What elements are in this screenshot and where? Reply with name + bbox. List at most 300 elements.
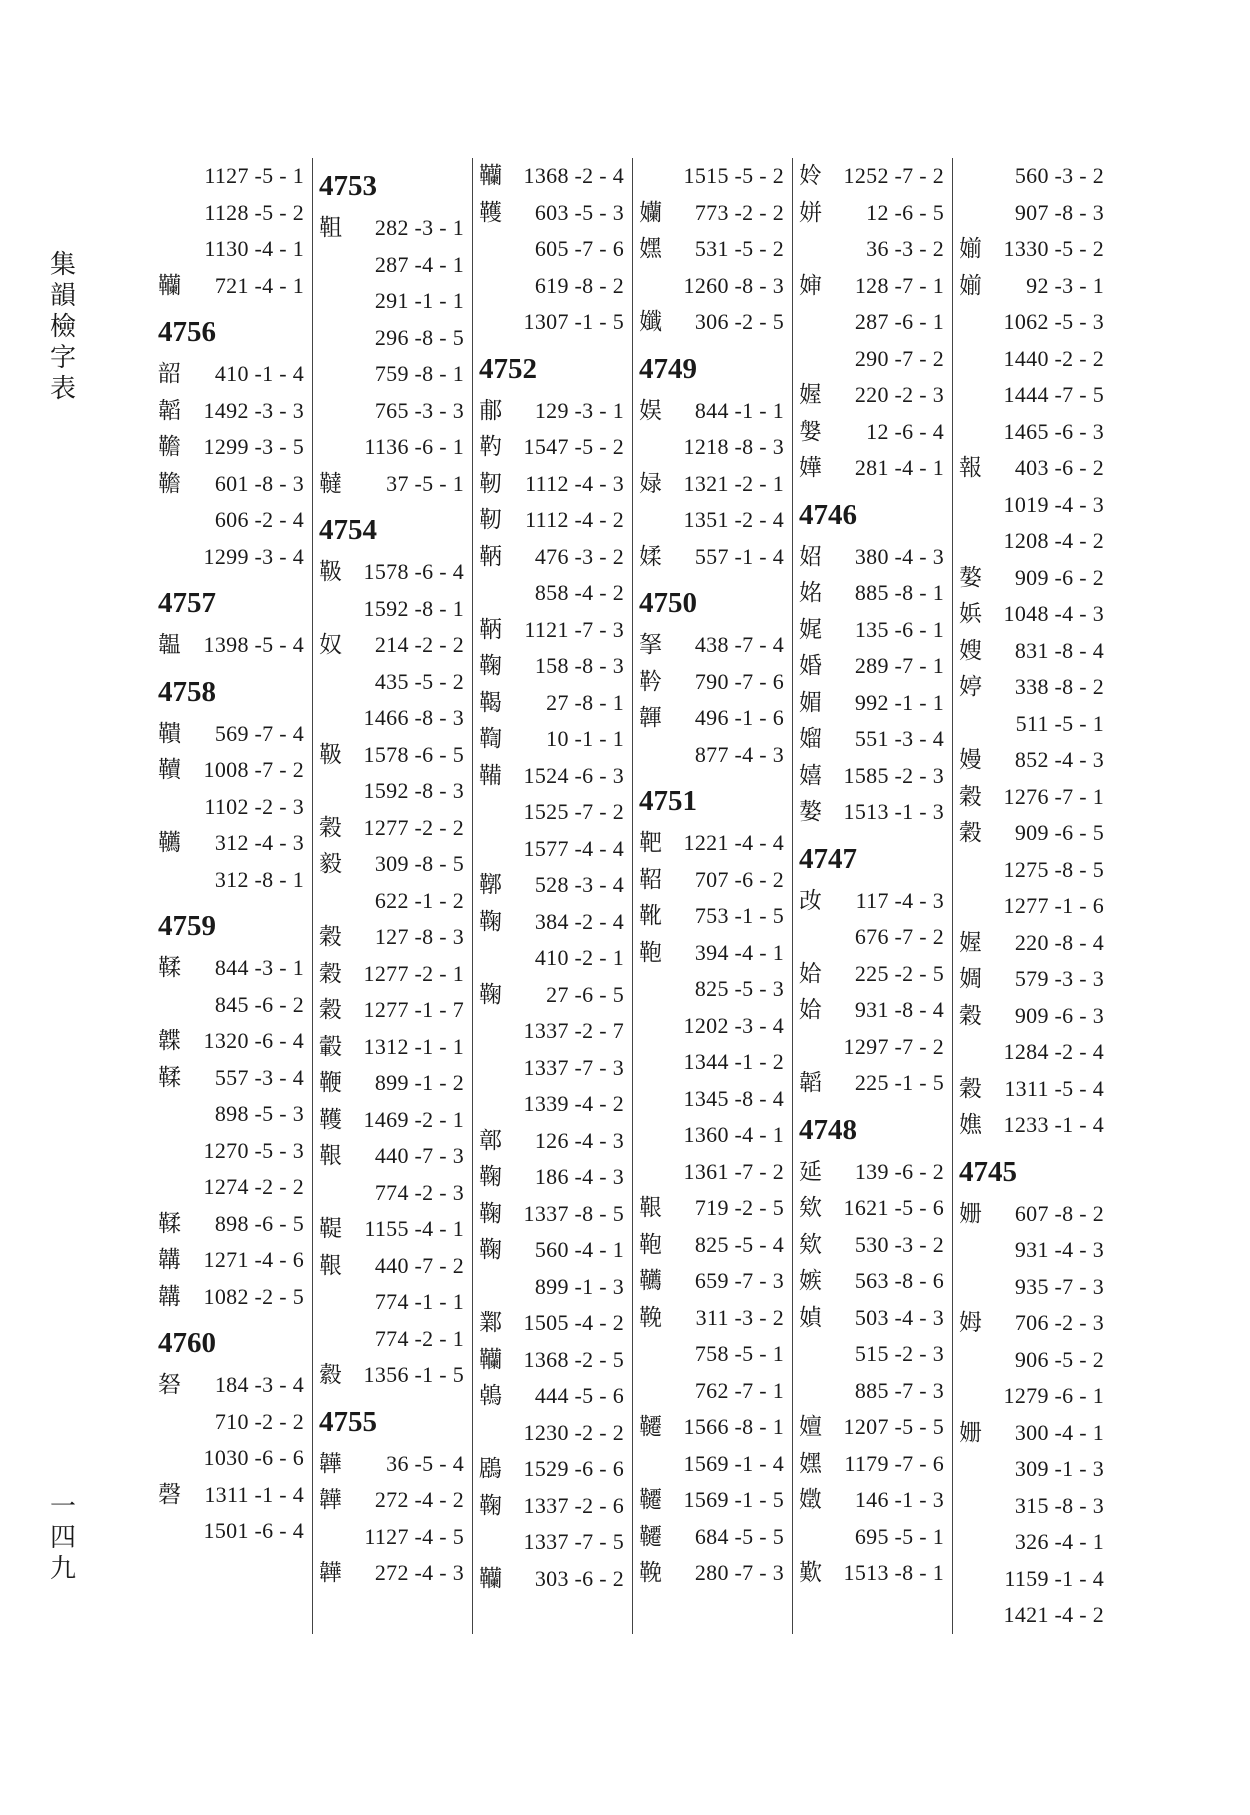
index-entry bbox=[158, 1440, 304, 1477]
entry-character: 韄 bbox=[319, 1106, 342, 1133]
entry-character: 韂 bbox=[158, 470, 181, 497]
entry-page-reference: 551 -3 - 4 bbox=[854, 726, 944, 751]
index-entry bbox=[158, 1169, 304, 1206]
index-entry bbox=[639, 737, 784, 774]
entry-page-reference: 440 -7 - 3 bbox=[374, 1143, 464, 1168]
index-column-6 bbox=[952, 158, 1112, 1634]
index-entry bbox=[479, 758, 624, 795]
entry-character: 嬍 bbox=[799, 1487, 822, 1513]
entry-page-reference: 280 -7 - 3 bbox=[694, 1560, 784, 1585]
index-entry bbox=[799, 1300, 944, 1337]
entry-page-reference: 605 -7 - 6 bbox=[534, 236, 624, 261]
entry-character: 婤 bbox=[959, 966, 982, 992]
entry-page-reference: 1277 -1 - 6 bbox=[1003, 893, 1104, 918]
index-entry bbox=[158, 356, 304, 393]
entry-character: 媊 bbox=[959, 272, 982, 299]
entry-page-reference: 622 -1 - 2 bbox=[374, 887, 464, 913]
entry-page-reference: 790 -7 - 6 bbox=[694, 668, 784, 694]
index-entry bbox=[319, 1357, 464, 1394]
entry-character: 韊 bbox=[158, 272, 181, 299]
entry-character: 妀 bbox=[799, 887, 822, 914]
entry-character: 娦 bbox=[959, 601, 982, 627]
entry-character: 娱 bbox=[639, 397, 662, 424]
entry-page-reference: 684 -5 - 5 bbox=[694, 1523, 784, 1549]
entry-page-reference: 528 -3 - 4 bbox=[534, 872, 624, 897]
entry-page-reference: 1320 -6 - 4 bbox=[203, 1028, 304, 1053]
entry-character: 鞹 bbox=[479, 872, 502, 898]
entry-page-reference: 931 -4 - 3 bbox=[1014, 1237, 1104, 1262]
index-entry bbox=[639, 1081, 784, 1118]
entry-page-reference: 1492 -3 - 3 bbox=[203, 397, 304, 423]
entry-page-reference: 530 -3 - 2 bbox=[854, 1231, 944, 1257]
index-entry bbox=[479, 1269, 624, 1306]
index-entry bbox=[799, 450, 944, 487]
entry-page-reference: 1368 -2 - 5 bbox=[523, 1346, 624, 1372]
entry-character: 磬 bbox=[158, 1481, 181, 1508]
vertical-char: 韻 bbox=[49, 281, 76, 311]
entry-character: 韆 bbox=[639, 1523, 662, 1550]
entry-page-reference: 1569 -1 - 5 bbox=[683, 1487, 784, 1512]
entry-page-reference: 825 -5 - 4 bbox=[694, 1231, 784, 1257]
entry-page-reference: 1270 -5 - 3 bbox=[203, 1137, 304, 1163]
entry-page-reference: 762 -7 - 1 bbox=[694, 1377, 784, 1403]
index-entry bbox=[639, 1373, 784, 1410]
index-entry bbox=[479, 1561, 624, 1598]
entry-page-reference: 1208 -4 - 2 bbox=[1003, 528, 1104, 553]
entry-character: 轂 bbox=[319, 1033, 342, 1060]
entry-page-reference: 92 -3 - 1 bbox=[1026, 272, 1104, 298]
entry-page-reference: 384 -2 - 4 bbox=[534, 908, 624, 934]
entry-page-reference: 214 -2 - 2 bbox=[374, 632, 464, 657]
index-entry bbox=[158, 1206, 304, 1243]
entry-character: 穀 bbox=[319, 997, 342, 1023]
index-entry bbox=[799, 1227, 944, 1264]
entry-page-reference: 844 -3 - 1 bbox=[214, 955, 304, 980]
index-entry bbox=[799, 1029, 944, 1066]
entry-page-reference: 338 -8 - 2 bbox=[1014, 674, 1104, 699]
index-entry bbox=[319, 1175, 464, 1212]
index-entry bbox=[319, 591, 464, 628]
entry-character: 鞄 bbox=[639, 1231, 662, 1258]
entry-page-reference: 158 -8 - 3 bbox=[534, 653, 624, 678]
index-entry bbox=[959, 925, 1104, 962]
index-entry bbox=[158, 502, 304, 539]
four-corner-code-heading: 4750 bbox=[639, 587, 697, 619]
entry-page-reference: 1299 -3 - 4 bbox=[203, 543, 304, 569]
index-entry bbox=[799, 1446, 944, 1483]
index-entry bbox=[959, 560, 1104, 597]
entry-page-reference: 607 -8 - 2 bbox=[1014, 1200, 1104, 1226]
index-entry bbox=[319, 883, 464, 920]
index-entry bbox=[799, 1263, 944, 1300]
entry-page-reference: 1233 -1 - 4 bbox=[1003, 1112, 1104, 1137]
entry-page-reference: 1578 -6 - 4 bbox=[363, 559, 464, 584]
entry-page-reference: 1398 -5 - 4 bbox=[203, 632, 304, 657]
vertical-char: 一 bbox=[49, 1492, 76, 1522]
index-entry bbox=[479, 904, 624, 941]
entry-character: 韉 bbox=[158, 830, 181, 856]
entry-page-reference: 1440 -2 - 2 bbox=[1003, 345, 1104, 371]
entry-page-reference: 898 -5 - 3 bbox=[214, 1101, 304, 1126]
entry-page-reference: 380 -4 - 3 bbox=[854, 543, 944, 569]
entry-character: 穀 bbox=[959, 1075, 982, 1102]
entry-page-reference: 721 -4 - 1 bbox=[214, 272, 304, 298]
index-entry bbox=[959, 195, 1104, 232]
index-entry bbox=[799, 1409, 944, 1446]
entry-page-reference: 1260 -8 - 3 bbox=[683, 272, 784, 298]
entry-page-reference: 37 -5 - 1 bbox=[386, 470, 464, 496]
index-entry bbox=[959, 1597, 1104, 1634]
entry-page-reference: 1127 -4 - 5 bbox=[364, 1523, 464, 1549]
entry-character: 韊 bbox=[479, 1346, 502, 1373]
index-entry bbox=[479, 1305, 624, 1342]
entry-page-reference: 1592 -8 - 1 bbox=[363, 595, 464, 621]
entry-page-reference: 1337 -2 - 6 bbox=[523, 1492, 624, 1518]
entry-character: 媉 bbox=[799, 382, 822, 408]
entry-character: 姈 bbox=[799, 163, 822, 189]
index-entry bbox=[959, 1269, 1104, 1306]
entry-character: 歎 bbox=[799, 1560, 822, 1586]
entry-character: 韞 bbox=[158, 632, 181, 658]
entry-character: 鞮 bbox=[319, 1216, 342, 1242]
entry-page-reference: 272 -4 - 2 bbox=[374, 1487, 464, 1512]
entry-page-reference: 695 -5 - 1 bbox=[854, 1523, 944, 1549]
entry-page-reference: 1525 -7 - 2 bbox=[523, 799, 624, 824]
entry-page-reference: 774 -2 - 1 bbox=[374, 1325, 464, 1351]
entry-page-reference: 135 -6 - 1 bbox=[854, 616, 944, 642]
index-entry bbox=[479, 158, 624, 195]
entry-character: 靲 bbox=[639, 668, 662, 695]
entry-page-reference: 844 -1 - 1 bbox=[694, 397, 784, 423]
entry-page-reference: 1465 -6 - 3 bbox=[1003, 418, 1104, 444]
index-entry bbox=[799, 883, 944, 920]
entry-character: 媹 bbox=[799, 726, 822, 752]
index-entry bbox=[959, 304, 1104, 341]
index-entry bbox=[959, 1071, 1104, 1108]
index-entry bbox=[319, 627, 464, 664]
entry-page-reference: 186 -4 - 3 bbox=[534, 1164, 624, 1189]
entry-page-reference: 1529 -6 - 6 bbox=[523, 1456, 624, 1481]
four-corner-code-heading: 4746 bbox=[799, 498, 857, 531]
index-entry bbox=[799, 414, 944, 451]
index-entry bbox=[959, 1561, 1104, 1598]
entry-page-reference: 877 -4 - 3 bbox=[694, 741, 784, 767]
index-entry bbox=[319, 247, 464, 284]
index-entry bbox=[639, 195, 784, 232]
index-entry bbox=[639, 1336, 784, 1373]
index-entry bbox=[959, 414, 1104, 451]
index-entry bbox=[158, 1060, 304, 1097]
index-entry bbox=[799, 1482, 944, 1519]
index-entry bbox=[158, 987, 304, 1024]
entry-page-reference: 129 -3 - 1 bbox=[534, 397, 624, 423]
index-entry bbox=[639, 627, 784, 664]
index-entry bbox=[319, 1482, 464, 1519]
entry-page-reference: 139 -6 - 2 bbox=[854, 1158, 944, 1184]
entry-page-reference: 560 -4 - 1 bbox=[534, 1237, 624, 1262]
entry-page-reference: 296 -8 - 5 bbox=[374, 324, 464, 350]
entry-page-reference: 410 -2 - 1 bbox=[534, 945, 624, 970]
index-entry bbox=[799, 612, 944, 649]
entry-page-reference: 1578 -6 - 5 bbox=[363, 741, 464, 767]
entry-character: 姆 bbox=[959, 1310, 982, 1336]
entry-character: 鞆 bbox=[479, 616, 502, 643]
index-entry bbox=[799, 648, 944, 685]
entry-page-reference: 909 -6 - 2 bbox=[1014, 564, 1104, 590]
entry-character: 孅 bbox=[639, 309, 662, 335]
index-entry bbox=[959, 1107, 1104, 1144]
entry-page-reference: 1515 -5 - 2 bbox=[683, 163, 784, 188]
entry-page-reference: 1008 -7 - 2 bbox=[203, 757, 304, 782]
entry-page-reference: 287 -4 - 1 bbox=[374, 251, 464, 277]
entry-page-reference: 287 -6 - 1 bbox=[854, 309, 944, 334]
vertical-char: 表 bbox=[49, 374, 76, 404]
four-corner-code-heading: 4757 bbox=[158, 587, 216, 619]
index-entry bbox=[319, 1102, 464, 1139]
index-entry bbox=[799, 1519, 944, 1556]
entry-character: 韡 bbox=[319, 1560, 342, 1586]
index-entry bbox=[319, 846, 464, 883]
entry-character: 穀 bbox=[959, 1002, 982, 1029]
index-column-2 bbox=[312, 158, 472, 1634]
entry-page-reference: 282 -3 - 1 bbox=[374, 215, 464, 240]
entry-page-reference: 1030 -6 - 6 bbox=[203, 1445, 304, 1470]
index-entry bbox=[319, 1321, 464, 1358]
entry-page-reference: 885 -7 - 3 bbox=[854, 1377, 944, 1403]
index-entry bbox=[959, 1305, 1104, 1342]
entry-character: 欸 bbox=[799, 1231, 822, 1258]
entry-page-reference: 117 -4 - 3 bbox=[855, 887, 944, 913]
entry-page-reference: 281 -4 - 1 bbox=[854, 455, 944, 480]
entry-character: 鞆 bbox=[479, 543, 502, 570]
entry-page-reference: 1585 -2 - 3 bbox=[843, 762, 944, 788]
entry-character: 韶 bbox=[158, 361, 181, 387]
entry-page-reference: 1297 -7 - 2 bbox=[843, 1033, 944, 1059]
entry-character: 鵫 bbox=[479, 1383, 502, 1409]
index-entry bbox=[959, 1342, 1104, 1379]
four-corner-code-heading: 4751 bbox=[639, 785, 697, 817]
index-entry bbox=[799, 685, 944, 722]
index-entry bbox=[639, 268, 784, 305]
index-entry bbox=[479, 1050, 624, 1087]
index-entry bbox=[799, 1190, 944, 1227]
entry-character: 鞼 bbox=[158, 720, 181, 747]
four-corner-code-heading: 4745 bbox=[959, 1155, 1017, 1188]
index-entry bbox=[319, 956, 464, 993]
index-entry bbox=[479, 794, 624, 831]
index-entry bbox=[799, 794, 944, 831]
index-entry bbox=[479, 1086, 624, 1123]
index-entry bbox=[319, 1519, 464, 1556]
entry-page-reference: 1345 -8 - 4 bbox=[683, 1085, 784, 1111]
entry-page-reference: 303 -6 - 2 bbox=[534, 1565, 624, 1591]
entry-page-reference: 765 -3 - 3 bbox=[374, 397, 464, 423]
entry-page-reference: 1112 -4 - 2 bbox=[525, 507, 624, 532]
page-number-vertical bbox=[48, 1492, 78, 1585]
entry-page-reference: 394 -4 - 1 bbox=[694, 939, 784, 965]
index-column-3 bbox=[472, 158, 632, 1634]
entry-page-reference: 126 -4 - 3 bbox=[534, 1127, 624, 1153]
entry-page-reference: 1361 -7 - 2 bbox=[683, 1158, 784, 1184]
entry-page-reference: 1271 -4 - 6 bbox=[203, 1247, 304, 1272]
index-entry bbox=[479, 685, 624, 722]
index-entry bbox=[319, 1065, 464, 1102]
vertical-char: 九 bbox=[49, 1554, 76, 1584]
index-entry bbox=[959, 961, 1104, 998]
index-entry bbox=[319, 1284, 464, 1321]
index-entry bbox=[959, 633, 1104, 670]
entry-page-reference: 1337 -7 - 5 bbox=[523, 1529, 624, 1554]
entry-page-reference: 12 -6 - 4 bbox=[866, 418, 944, 444]
entry-character: 鞔 bbox=[639, 1304, 662, 1331]
entry-character: 鞎 bbox=[639, 1195, 662, 1221]
index-entry bbox=[319, 320, 464, 357]
entry-page-reference: 1159 -1 - 4 bbox=[1004, 1565, 1104, 1591]
entry-character: 鞣 bbox=[158, 1210, 181, 1237]
entry-character: 縠 bbox=[319, 1362, 342, 1388]
index-entry bbox=[319, 700, 464, 737]
entry-character: 鞠 bbox=[479, 1237, 502, 1263]
index-entry bbox=[319, 466, 464, 503]
entry-page-reference: 1299 -3 - 5 bbox=[203, 434, 304, 459]
entry-character: 韃 bbox=[319, 470, 342, 497]
entry-page-reference: 773 -2 - 2 bbox=[694, 199, 784, 225]
entry-page-reference: 1577 -4 - 4 bbox=[523, 835, 624, 861]
index-entry bbox=[639, 502, 784, 539]
vertical-char: 集 bbox=[49, 250, 76, 280]
index-entry bbox=[158, 752, 304, 789]
index-entry bbox=[639, 1519, 784, 1556]
index-entry bbox=[319, 992, 464, 1029]
entry-page-reference: 619 -8 - 2 bbox=[534, 272, 624, 298]
entry-character: 姶 bbox=[799, 960, 822, 987]
index-entry bbox=[158, 466, 304, 503]
entry-character: 媉 bbox=[959, 929, 982, 956]
entry-page-reference: 1337 -8 - 5 bbox=[523, 1200, 624, 1226]
entry-page-reference: 1277 -2 - 2 bbox=[363, 814, 464, 840]
entry-page-reference: 1337 -2 - 7 bbox=[523, 1018, 624, 1043]
index-entry bbox=[479, 539, 624, 576]
index-entry bbox=[639, 1482, 784, 1519]
index-entry bbox=[639, 1409, 784, 1446]
index-entry bbox=[799, 268, 944, 305]
index-entry bbox=[799, 1065, 944, 1102]
four-corner-code-heading: 4755 bbox=[319, 1405, 377, 1438]
index-entry bbox=[319, 283, 464, 320]
entry-character: 延 bbox=[799, 1158, 822, 1185]
entry-page-reference: 272 -4 - 3 bbox=[374, 1560, 464, 1585]
index-entry bbox=[959, 1196, 1104, 1233]
index-entry bbox=[639, 700, 784, 737]
entry-character: 穀 bbox=[319, 814, 342, 841]
index-entry bbox=[479, 304, 624, 341]
entry-character: 欸 bbox=[799, 1195, 822, 1221]
entry-character: 毅 bbox=[319, 851, 342, 877]
index-entry bbox=[319, 1555, 464, 1592]
index-entry bbox=[959, 377, 1104, 414]
entry-page-reference: 1218 -8 - 3 bbox=[683, 434, 784, 459]
entry-page-reference: 27 -8 - 1 bbox=[546, 689, 624, 715]
entry-character: 韡 bbox=[319, 1450, 342, 1477]
entry-character: 報 bbox=[959, 455, 982, 481]
entry-page-reference: 1277 -2 - 1 bbox=[363, 960, 464, 986]
index-entry bbox=[639, 825, 784, 862]
index-entry bbox=[319, 356, 464, 393]
index-entry bbox=[959, 669, 1104, 706]
index-entry bbox=[479, 195, 624, 232]
entry-page-reference: 1130 -4 - 1 bbox=[204, 236, 304, 261]
entry-page-reference: 27 -6 - 5 bbox=[546, 981, 624, 1007]
entry-character: 拏 bbox=[639, 632, 662, 658]
entry-page-reference: 1311 -5 - 4 bbox=[1004, 1075, 1104, 1101]
index-entry bbox=[959, 1451, 1104, 1488]
entry-character: 鞄 bbox=[639, 939, 662, 966]
entry-character: 鞠 bbox=[479, 1200, 502, 1227]
entry-character: 韉 bbox=[639, 1268, 662, 1294]
index-entry bbox=[639, 971, 784, 1008]
index-entry bbox=[479, 268, 624, 305]
index-entry bbox=[158, 1513, 304, 1550]
index-entry bbox=[479, 231, 624, 268]
entry-page-reference: 1062 -5 - 3 bbox=[1003, 309, 1104, 334]
index-column-1 bbox=[152, 158, 312, 1634]
index-entry bbox=[479, 1196, 624, 1233]
index-entry bbox=[959, 779, 1104, 816]
entry-page-reference: 1155 -4 - 1 bbox=[364, 1216, 464, 1241]
four-corner-code-heading: 4759 bbox=[158, 910, 216, 942]
index-entry bbox=[639, 231, 784, 268]
entry-character: 嫶 bbox=[959, 1112, 982, 1138]
index-entry bbox=[319, 1248, 464, 1285]
index-entry bbox=[799, 721, 944, 758]
entry-page-reference: 10 -1 - 1 bbox=[546, 726, 624, 751]
index-entry bbox=[959, 852, 1104, 889]
index-entry bbox=[799, 377, 944, 414]
vertical-char: 四 bbox=[49, 1523, 76, 1553]
entry-page-reference: 899 -1 - 2 bbox=[374, 1070, 464, 1095]
index-entry bbox=[319, 1029, 464, 1066]
entry-page-reference: 935 -7 - 3 bbox=[1014, 1273, 1104, 1299]
entry-page-reference: 1277 -1 - 7 bbox=[363, 997, 464, 1022]
index-entry bbox=[639, 1008, 784, 1045]
entry-character: 媻 bbox=[799, 418, 822, 445]
entry-page-reference: 831 -8 - 4 bbox=[1014, 637, 1104, 663]
entry-page-reference: 1501 -6 - 4 bbox=[203, 1518, 304, 1543]
entry-character: 鞣 bbox=[158, 955, 181, 981]
entry-page-reference: 1621 -5 - 6 bbox=[843, 1195, 944, 1220]
entry-character: 姘 bbox=[799, 199, 822, 226]
entry-character: 韆 bbox=[639, 1487, 662, 1513]
four-corner-code-heading: 4758 bbox=[158, 675, 216, 708]
four-corner-code-heading: 4747 bbox=[799, 842, 857, 875]
index-entry bbox=[799, 992, 944, 1029]
entry-page-reference: 1127 -5 - 1 bbox=[204, 163, 304, 188]
entry-character: 韂 bbox=[158, 434, 181, 460]
entry-page-reference: 1444 -7 - 5 bbox=[1003, 382, 1104, 407]
entry-character: 婶 bbox=[799, 272, 822, 299]
index-entry bbox=[319, 1446, 464, 1483]
entry-character: 嬉 bbox=[799, 762, 822, 789]
index-entry bbox=[479, 1378, 624, 1415]
entry-page-reference: 184 -3 - 4 bbox=[214, 1372, 304, 1397]
index-entry bbox=[959, 1034, 1104, 1071]
index-entry bbox=[158, 627, 304, 664]
index-entry bbox=[158, 1096, 304, 1133]
entry-page-reference: 563 -8 - 6 bbox=[854, 1268, 944, 1293]
entry-page-reference: 659 -7 - 3 bbox=[694, 1268, 784, 1293]
entry-page-reference: 909 -6 - 3 bbox=[1014, 1002, 1104, 1028]
entry-character: 靮 bbox=[479, 434, 502, 460]
